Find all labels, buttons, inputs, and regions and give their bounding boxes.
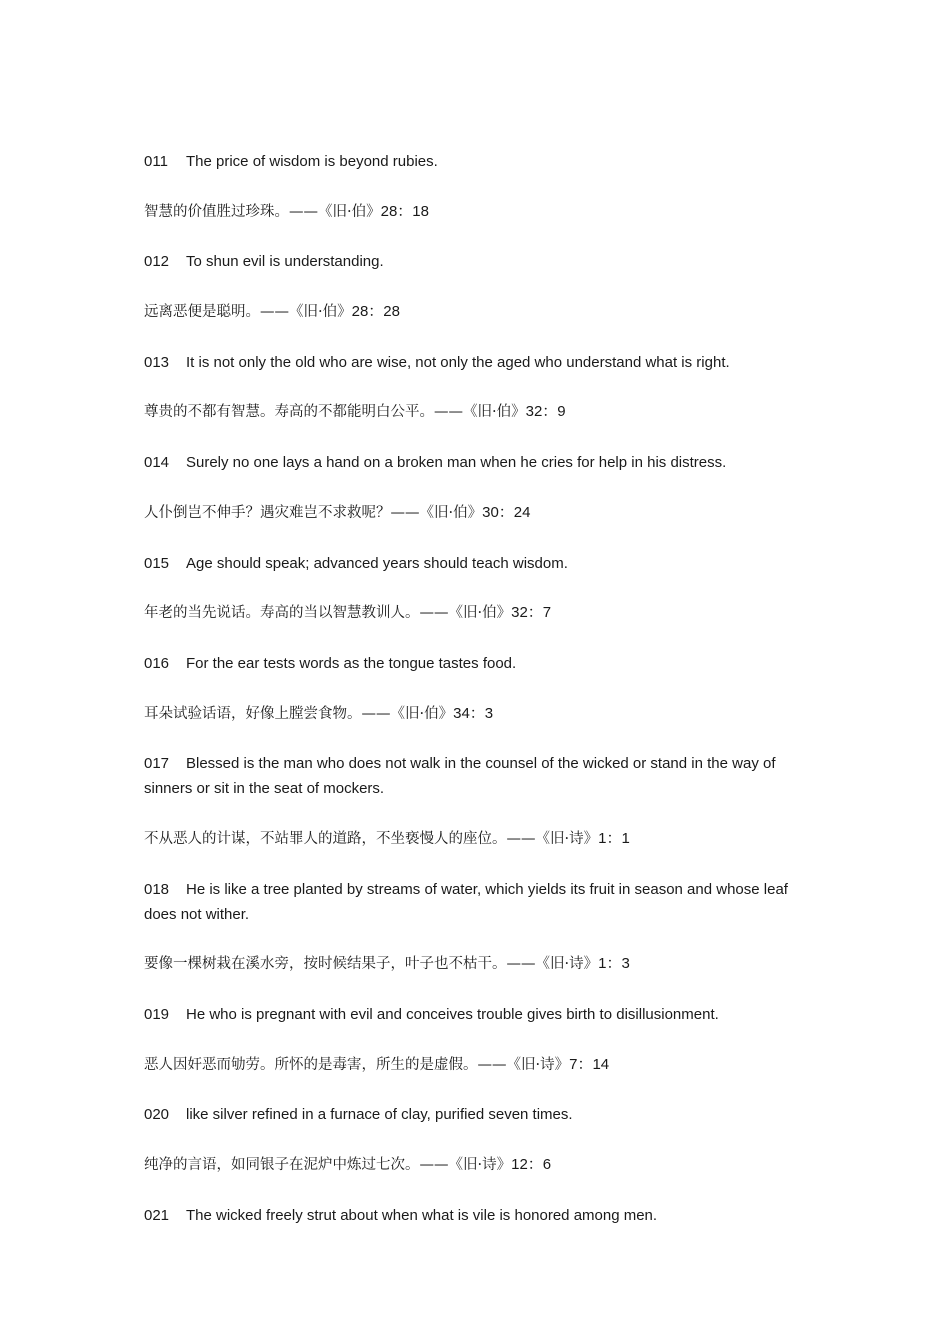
- chinese-line: [144, 500, 806, 526]
- verse-reference: 28：18: [380, 202, 429, 220]
- chinese-line: [144, 951, 806, 977]
- english-line: [144, 350, 806, 375]
- english-line: [144, 751, 806, 801]
- entry-014: [144, 450, 806, 526]
- entry-number: 020: [144, 1106, 170, 1124]
- chinese-text: 要像一棵树栽在溪水旁，按时候结果子，叶子也不枯干。——《旧·诗》: [144, 956, 599, 973]
- english-text: Blessed is the man who does not walk in the counsel of the wicked or stand in the way of sinners or sit in the seat of mockers.: [144, 755, 776, 798]
- english-line: [144, 149, 806, 174]
- entry-number: 013: [144, 353, 170, 371]
- entry-number: 021: [144, 1206, 170, 1224]
- entry-013: [144, 350, 806, 426]
- english-text: The price of wisdom is beyond rubies.: [186, 153, 438, 170]
- entry-017: [144, 751, 806, 852]
- english-line: [144, 1102, 806, 1127]
- entry-number: 017: [144, 755, 170, 773]
- english-line: [144, 450, 806, 475]
- verse-reference: 28：28: [351, 303, 400, 321]
- entry-number: 014: [144, 454, 170, 472]
- document-content: [144, 149, 806, 1228]
- chinese-line: [144, 299, 806, 325]
- entry-016: [144, 651, 806, 727]
- chinese-text: 恶人因奸恶而劬劳。所怀的是毒害，所生的是虚假。——《旧·诗》: [144, 1056, 570, 1073]
- chinese-line: [144, 600, 806, 626]
- chinese-line: [144, 199, 806, 225]
- english-line: [144, 1002, 806, 1027]
- verse-reference: 1：1: [598, 829, 630, 847]
- chinese-text: 人仆倒岂不伸手？遇灾难岂不求救呢？——《旧·伯》: [144, 504, 483, 521]
- verse-reference: 30：24: [482, 503, 531, 521]
- chinese-line: [144, 701, 806, 727]
- entry-021: [144, 1203, 806, 1228]
- english-line: [144, 1203, 806, 1228]
- english-text: like silver refined in a furnace of clay, purified seven times.: [186, 1106, 573, 1124]
- english-text: The wicked freely strut about when what is vile is honored among men.: [186, 1206, 658, 1224]
- chinese-line: [144, 1052, 806, 1078]
- verse-reference: 34：3: [453, 704, 494, 722]
- verse-reference: 12：6: [511, 1156, 552, 1174]
- verse-reference: 1：3: [598, 955, 630, 973]
- entry-number: 019: [144, 1006, 170, 1023]
- english-text: Surely no one lays a hand on a broken man when he cries for help in his distress.: [186, 454, 727, 472]
- english-text: It is not only the old who are wise, not only the aged who understand what is right.: [186, 353, 730, 371]
- entry-number: 011: [144, 153, 168, 170]
- verse-reference: 7：14: [569, 1055, 610, 1073]
- verse-reference: 32：9: [525, 403, 566, 421]
- english-text: He who is pregnant with evil and conceives trouble gives birth to disillusionment.: [186, 1006, 719, 1023]
- entry-018: [144, 877, 806, 978]
- chinese-line: [144, 1152, 806, 1178]
- entry-number: 016: [144, 654, 170, 672]
- chinese-text: 不从恶人的计谋，不站罪人的道路，不坐亵慢人的座位。——《旧·诗》: [144, 830, 599, 847]
- english-text: For the ear tests words as the tongue tastes food.: [186, 654, 517, 672]
- chinese-line: [144, 399, 806, 425]
- entry-020: [144, 1102, 806, 1178]
- english-line: [144, 249, 806, 274]
- chinese-text: 耳朵试验话语，好像上膛尝食物。——《旧·伯》: [144, 705, 454, 722]
- entry-012: [144, 249, 806, 325]
- entry-015: [144, 551, 806, 627]
- english-line: [144, 551, 806, 576]
- entry-011: [144, 149, 806, 225]
- chinese-text: 远离恶便是聪明。——《旧·伯》: [144, 304, 352, 321]
- english-line: [144, 651, 806, 676]
- english-text: Age should speak; advanced years should teach wisdom.: [186, 554, 568, 572]
- chinese-text: 尊贵的不都有智慧。寿高的不都能明白公平。——《旧·伯》: [144, 404, 526, 421]
- english-text: To shun evil is understanding.: [186, 253, 384, 271]
- entry-number: 015: [144, 554, 170, 572]
- entry-019: [144, 1002, 806, 1078]
- entry-number: 018: [144, 880, 170, 898]
- chinese-line: [144, 826, 806, 852]
- chinese-text: 纯净的言语，如同银子在泥炉中炼过七次。——《旧·诗》: [144, 1157, 512, 1174]
- verse-reference: 32：7: [511, 604, 552, 622]
- chinese-text: 年老的当先说话。寿高的当以智慧教训人。——《旧·伯》: [144, 605, 512, 622]
- english-text: He is like a tree planted by streams of water, which yields its fruit in season and whose leaf does not wither.: [144, 880, 788, 923]
- entry-number: 012: [144, 253, 170, 271]
- chinese-text: 智慧的价值胜过珍珠。——《旧·伯》: [144, 203, 381, 220]
- english-line: [144, 877, 806, 927]
